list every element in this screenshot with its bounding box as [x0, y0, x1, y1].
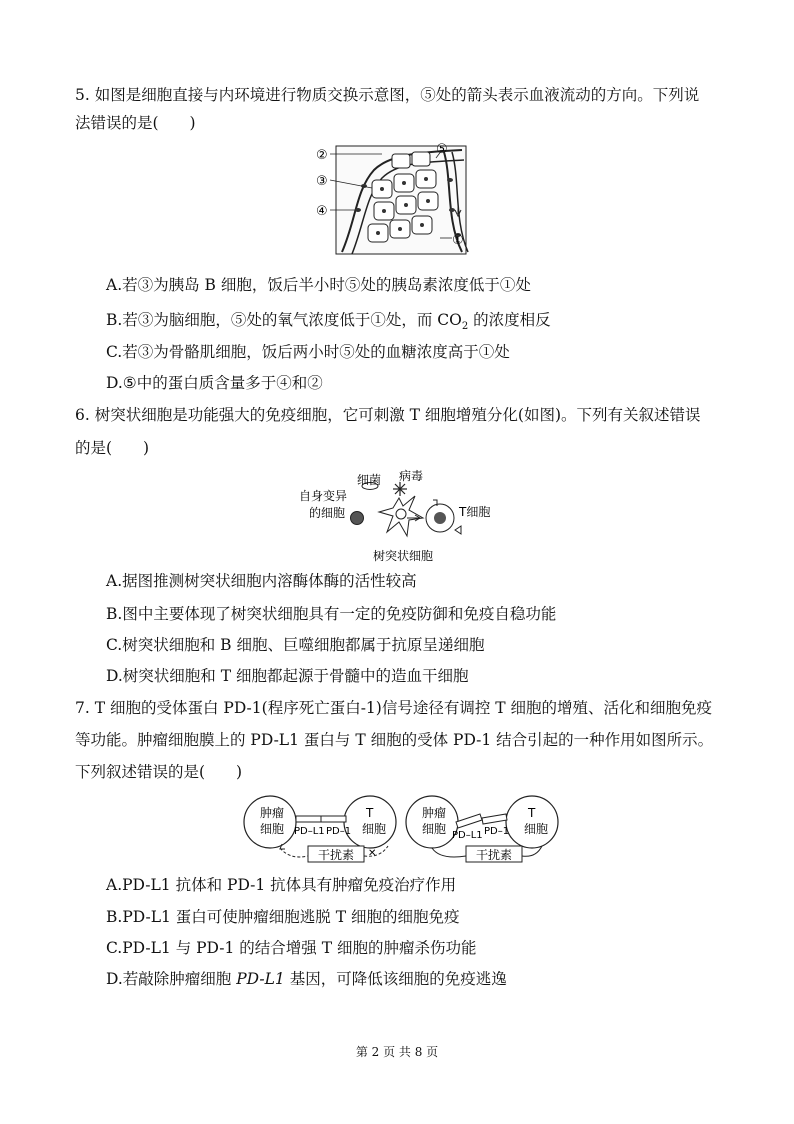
tumor-label-1: 肿瘤	[260, 806, 285, 820]
panel-left	[244, 796, 396, 862]
q7-option-d-text: D.若敲除肿瘤细胞	[106, 970, 237, 988]
label-3: ③	[316, 174, 328, 189]
interferon-label-right: 干扰素	[476, 848, 513, 862]
self-cell-label-1: 自身变异	[299, 489, 348, 503]
interferon-label: 干扰素	[318, 848, 355, 862]
label-4: ④	[316, 204, 328, 219]
virus-icon	[393, 482, 407, 496]
blocked-cross-icon: ✕	[368, 848, 377, 859]
label-5: ⑤	[436, 142, 448, 157]
t-label-2-right: 细胞	[524, 822, 549, 836]
q5-option-a: A.若③为胰岛 B 细胞，饭后半小时⑤处的胰岛素浓度低于①处	[106, 276, 531, 294]
mutated-cell-icon	[351, 512, 364, 525]
q6-stem-line2: 的是( )	[75, 439, 150, 457]
q7-stem-line1: 7. T 细胞的受体蛋白 PD-1(程序死亡蛋白-1)信号途径有调控 T 细胞的增殖、活化和细胞免疫	[75, 699, 713, 717]
q6-figure-dendritic-cell	[295, 460, 510, 568]
q7-option-d	[106, 968, 507, 990]
q5-option-c: C.若③为骨骼肌细胞，饭后两小时⑤处的血糖浓度高于①处	[106, 343, 510, 361]
gene-name: PD-L1	[236, 970, 285, 988]
pd1-label: PD–1	[326, 826, 352, 837]
q5-option-b-tail: 的浓度相反	[468, 311, 551, 329]
virus-label: 病毒	[399, 469, 424, 483]
q7-figure-pd1-binding	[240, 786, 560, 866]
tumor-label-2: 细胞	[260, 822, 285, 836]
co2-subscript: 2	[461, 321, 469, 333]
q7-option-a: A.PD-L1 抗体和 PD-1 抗体具有肿瘤免疫治疗作用	[106, 876, 457, 894]
label-2: ②	[316, 148, 328, 163]
label-1: ①	[452, 233, 464, 248]
q6-option-d: D.树突状细胞和 T 细胞都起源于骨髓中的造血干细胞	[106, 667, 469, 685]
pd1-label-right: PD–1	[484, 826, 510, 837]
t-label-2: 细胞	[362, 822, 387, 836]
q7-option-d-tail: 基因，可降低该细胞的免疫逃逸	[284, 970, 507, 988]
q5-option-b	[106, 309, 551, 338]
tumor-label-1-right: 肿瘤	[422, 806, 447, 820]
tumor-label-2-right: 细胞	[422, 822, 447, 836]
q6-option-a: A.据图推测树突状细胞内溶酶体酶的活性较高	[106, 572, 417, 590]
q5-option-b-text: B.若③为脑细胞，⑤处的氧气浓度低于①处，而 CO	[106, 311, 462, 329]
t-cell-label: T细胞	[459, 505, 491, 519]
t-label-1-right: T	[528, 806, 536, 820]
q6-option-b: B.图中主要体现了树突状细胞具有一定的免疫防御和免疫自稳功能	[106, 605, 557, 623]
self-cell-label-2: 的细胞	[309, 506, 346, 520]
q7-stem-line2: 等功能。肿瘤细胞膜上的 PD-L1 蛋白与 T 细胞的受体 PD-1 结合引起的一种作用如图所示。	[75, 731, 714, 749]
q5-option-d: D.⑤中的蛋白质含量多于④和②	[106, 374, 323, 392]
dendritic-label: 树突状细胞	[373, 549, 434, 563]
q7-option-b: B.PD-L1 蛋白可使肿瘤细胞逃脱 T 细胞的细胞免疫	[106, 908, 460, 926]
panel-right	[406, 796, 558, 862]
pdl1-label-right: PD–L1	[452, 830, 483, 841]
q5-figure-tissue-diagram	[312, 140, 480, 260]
q7-stem-line3: 下列叙述错误的是( )	[75, 763, 243, 781]
q7-option-c: C.PD-L1 与 PD-1 的结合增强 T 细胞的肿瘤杀伤功能	[106, 939, 477, 957]
q6-stem-line1: 6. 树突状细胞是功能强大的免疫细胞，它可刺激 T 细胞增殖分化(如图)。下列有关叙述错误	[75, 406, 701, 424]
page-number: 第 2 页 共 8 页	[355, 1045, 439, 1059]
q5-stem-line2: 法错误的是( )	[75, 114, 196, 132]
pdl1-label: PD–L1	[294, 826, 325, 837]
t-label-1: T	[366, 806, 374, 820]
q5-stem-line1: 5. 如图是细胞直接与内环境进行物质交换示意图，⑤处的箭头表示血液流动的方向。下列说	[75, 86, 700, 104]
bacteria-label: 细菌	[357, 473, 382, 487]
q6-option-c: C.树突状细胞和 B 细胞、巨噬细胞都属于抗原呈递细胞	[106, 636, 485, 654]
